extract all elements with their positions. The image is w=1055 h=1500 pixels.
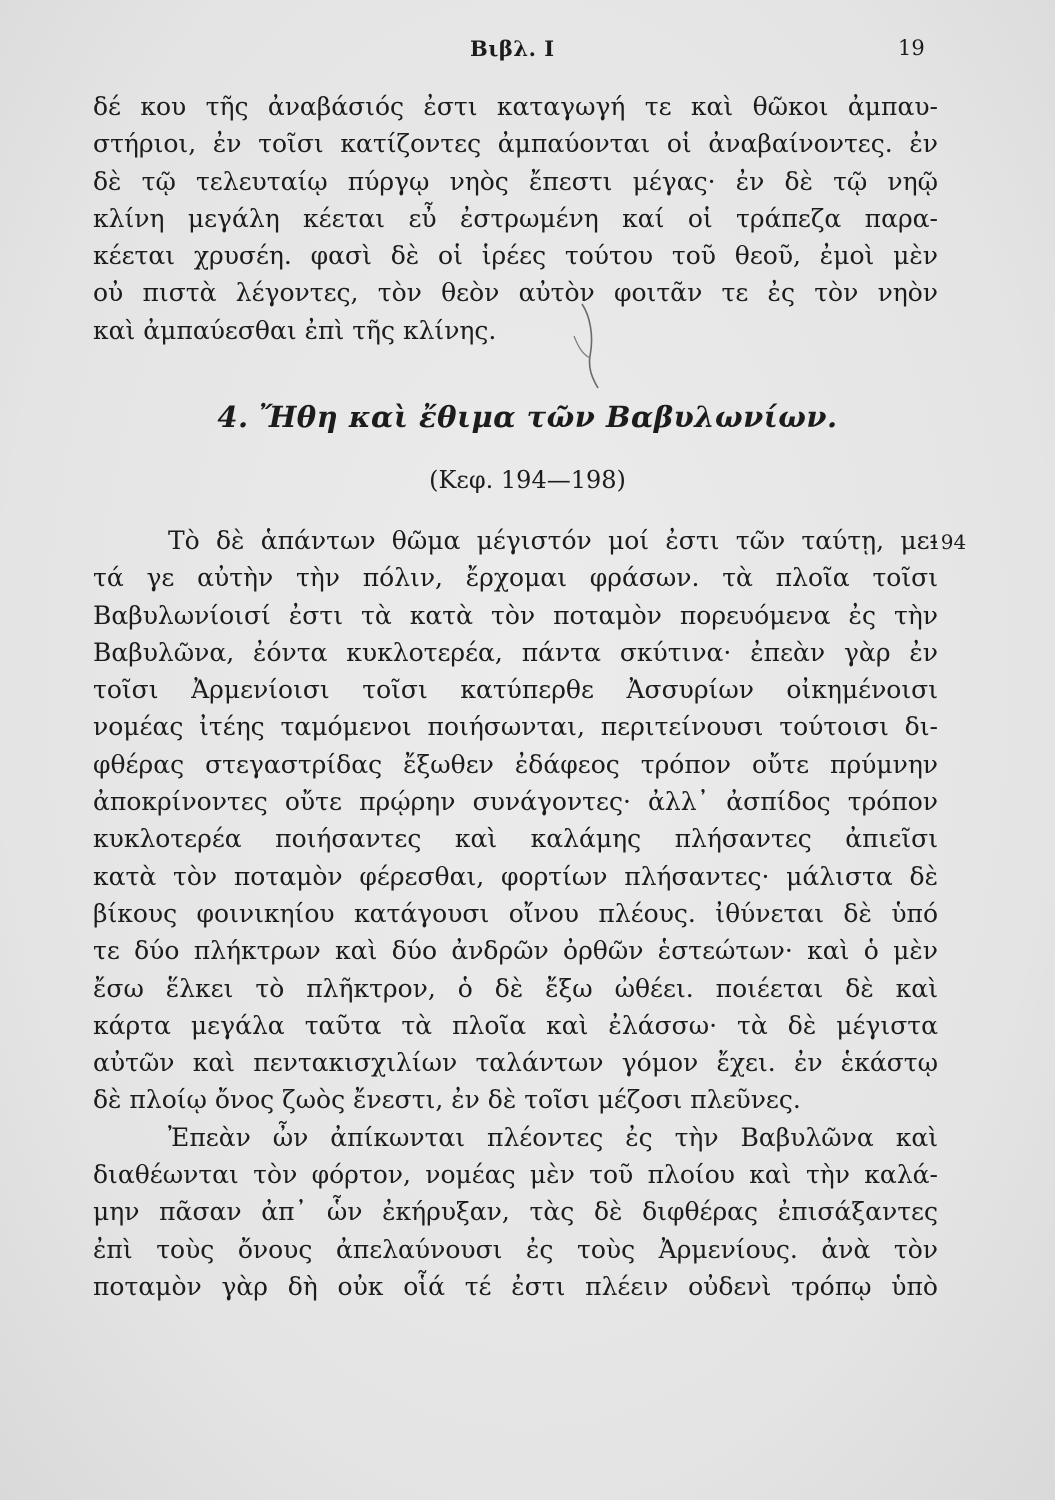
page-number: 19 — [898, 36, 925, 60]
text-line: αὐτῶν καὶ πεντακισχιλίων ταλάντων γόμον ἔχει. ἐν ἑκάστῳ — [93, 1048, 938, 1078]
text-line: νομέας ἰτέης ταμόμενοι ποιήσωνται, περιτείνουσι τούτοισι δι- — [93, 712, 938, 742]
paragraph-2 — [93, 522, 938, 1305]
text-line: διαθέωνται τὸν φόρτον, νομέας μὲν τοῦ πλοίου καὶ τὴν καλά- — [93, 1160, 938, 1190]
text-line: βίκους φοινικηίου κατάγουσι οἴνου πλέους. ἰθύνεται δὲ ὑπό — [93, 898, 938, 928]
text-line: τά γε αὐτὴν τὴν πόλιν, ἔρχομαι φράσων. τὰ πλοῖα τοῖσι — [93, 563, 938, 593]
margin-chapter-number: 194 — [928, 530, 967, 554]
text-line: ποταμὸν γὰρ δὴ οὐκ οἷά τέ ἐστι πλέειν οὐδενὶ τρόπῳ ὑπὸ — [93, 1271, 938, 1301]
text-line: κέεται χρυσέη. φασὶ δὲ οἱ ἱρέες τούτου τοῦ θεοῦ, ἐμοὶ μὲν — [93, 241, 938, 271]
text-line: δὲ πλοίῳ ὄνος ζωὸς ἔνεστι, ἐν δὲ τοῖσι μέζοσι πλεῦνες. — [93, 1085, 801, 1115]
text-line: ἔσω ἕλκει τὸ πλῆκτρον, ὁ δὲ ἔξω ὠθέει. ποιέεται δὲ καὶ — [93, 973, 938, 1003]
paragraph-1 — [93, 88, 938, 349]
text-line: Τὸ δὲ ἁπάντων θῶμα μέγιστόν μοί ἐστι τῶν ταύτῃ, με- — [168, 526, 938, 555]
text-line: τοῖσι Ἀρμενίοισι τοῖσι κατύπερθε Ἀσσυρίων οἰκημένοισι — [93, 675, 938, 705]
text-line: μην πᾶσαν ἀπ᾽ ὧν ἐκήρυξαν, τὰς δὲ διφθέρας ἐπισάξαντες — [93, 1197, 938, 1227]
text-line: ἐπὶ τοὺς ὄνους ἀπελαύνουσι ἐς τοὺς Ἀρμενίους. ἀνὰ τὸν — [93, 1234, 938, 1264]
running-header: Βιβλ. Ι — [470, 36, 555, 61]
text-line: οὐ πιστὰ λέγοντες, τὸν θεὸν αὐτὸν φοιτᾶν τε ἐς τὸν νηὸν — [93, 278, 938, 308]
text-line: καὶ ἀμπαύεσθαι ἐπὶ τῆς κλίνης. — [93, 315, 497, 345]
text-line: δέ κου τῆς ἀναβάσιός ἐστι καταγωγή τε καὶ θῶκοι ἀμπαυ- — [93, 92, 938, 121]
text-line: δὲ τῷ τελευταίῳ πύργῳ νηὸς ἔπεστι μέγας· ἐν δὲ τῷ νηῷ — [93, 166, 938, 196]
text-line: Βαβυλωνίοισί ἐστι τὰ κατὰ τὸν ποταμὸν πορευόμενα ἐς τὴν — [93, 600, 938, 630]
chapter-reference: (Κεφ. 194—198) — [429, 466, 626, 494]
text-line: τε δύο πλήκτρων καὶ δύο ἀνδρῶν ὀρθῶν ἑστεώτων· καὶ ὁ μὲν — [93, 936, 938, 966]
text-line: ἀποκρίνοντες οὔτε πρῴρην συνάγοντες· ἀλλ᾽ ἀσπίδος τρόπον — [93, 787, 938, 817]
text-line: φθέρας στεγαστρίδας ἔξωθεν ἐδάφεος τρόπον οὔτε πρύμνην — [93, 749, 938, 779]
text-line: στήριοι, ἐν τοῖσι κατίζοντες ἀμπαύονται οἱ ἀναβαίνοντες. ἐν — [93, 129, 938, 159]
text-line: κατὰ τὸν ποταμὸν φέρεσθαι, φορτίων πλήσαντες· μάλιστα δὲ — [93, 861, 938, 891]
text-line: κάρτα μεγάλα ταῦτα τὰ πλοῖα καὶ ἐλάσσω· τὰ δὲ μέγιστα — [93, 1010, 938, 1040]
pencil-mark-icon — [560, 296, 620, 396]
text-line: Βαβυλῶνα, ἐόντα κυκλοτερέα, πάντα σκύτινα· ἐπεὰν γὰρ ἐν — [93, 637, 938, 667]
section-title: 4. Ἤθη καὶ ἔθιμα τῶν Βαβυλωνίων. — [217, 400, 838, 434]
text-line: κλίνη μεγάλη κέεται εὖ ἐστρωμένη καί οἱ τράπεζα παρα- — [93, 203, 938, 233]
text-line: Ἐπεὰν ὦν ἀπίκωνται πλέοντες ἐς τὴν Βαβυλῶνα καὶ — [168, 1122, 938, 1152]
text-line: κυκλοτερέα ποιήσαντες καὶ καλάμης πλήσαντες ἀπιεῖσι — [93, 824, 938, 854]
